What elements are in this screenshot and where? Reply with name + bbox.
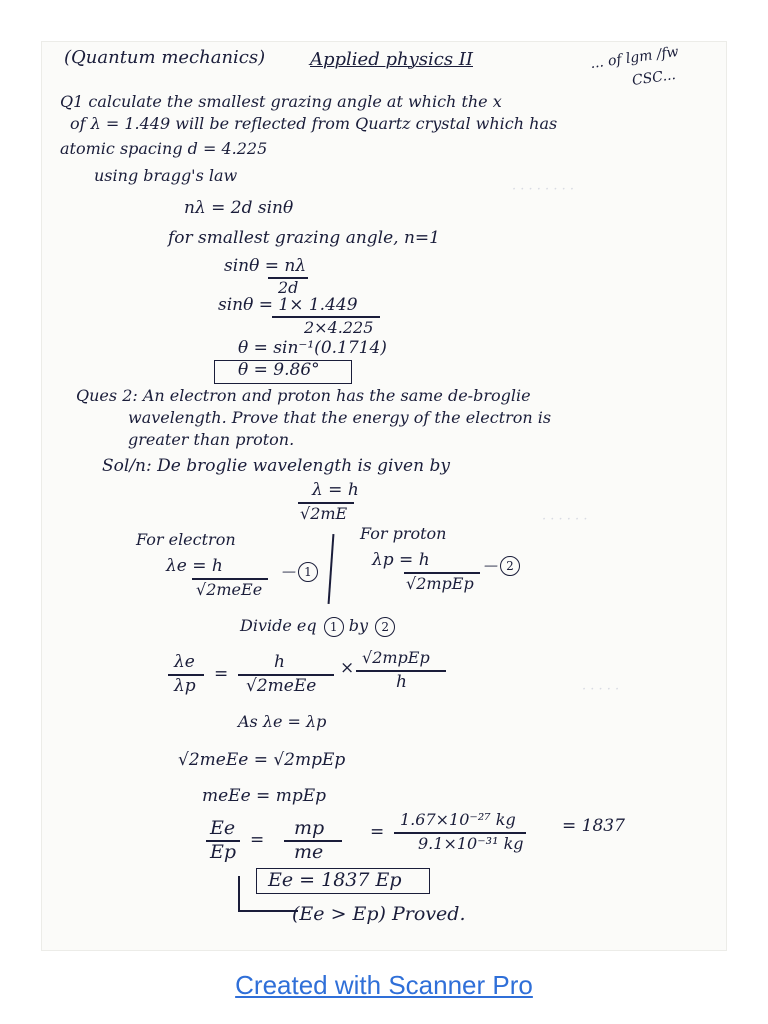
q2-electron-num: λe = h <box>166 556 223 576</box>
q2-equals-2: = <box>370 822 385 842</box>
q2-solution-intro: Sol/n: De broglie wavelength is given by <box>102 456 450 476</box>
q2-ratio-times: × <box>340 658 355 678</box>
q2-electron-mass: 9.1×10⁻³¹ kg <box>418 834 524 853</box>
q2-ratio-equals: = <box>214 664 229 684</box>
show-through-texture: · · · · · · · · <box>512 182 574 197</box>
q2-divide-tag-1: 1 <box>324 617 344 637</box>
q2-ratio2-den: h <box>396 672 407 692</box>
q2-line-3: greater than proton. <box>128 430 295 449</box>
q1-bragg-equation: nλ = 2d sinθ <box>184 198 294 218</box>
q1-sin-denominator: 2d <box>278 278 299 297</box>
q2-energy-den: Ep <box>210 841 237 863</box>
q1-answer: θ = 9.86° <box>238 360 320 380</box>
q2-result: Ee = 1837 Ep <box>268 869 402 891</box>
split-divider <box>328 534 335 604</box>
header-subject: Applied physics II <box>310 49 473 70</box>
q2-mass-result: = 1837 <box>562 816 625 836</box>
q1-line-1: Q1 calculate the smallest grazing angle at which the x <box>60 92 502 111</box>
q1-line-4: using bragg's law <box>94 166 238 185</box>
q1-smallest-angle-note: for smallest grazing angle, n=1 <box>168 228 440 248</box>
scanned-page <box>42 42 726 950</box>
q1-sub-denominator: 2×4.225 <box>304 318 374 337</box>
q2-root-equality: √2meEe = √2mpEp <box>178 750 346 770</box>
q2-proton-label: For proton <box>360 524 447 543</box>
q2-proton-den: √2mpEp <box>406 574 474 593</box>
q2-electron-label: For electron <box>136 530 236 549</box>
q2-electron-den: √2meEe <box>196 580 263 599</box>
bracket-line <box>238 876 240 910</box>
q1-line-2: of λ = 1.449 will be reflected from Quartz crystal which has <box>70 114 558 133</box>
q2-line-1: Ques 2: An electron and proton has the same de-broglie <box>76 386 531 405</box>
scanner-pro-link[interactable]: Created with Scanner Pro <box>235 970 533 1000</box>
q2-energy-num: Ee <box>210 817 236 839</box>
q2-divide-text: Divide eq <box>240 616 317 635</box>
q1-sub-numerator: sinθ = 1× 1.449 <box>218 295 358 315</box>
q2-as-equal: As λe = λp <box>238 712 327 731</box>
q2-equals-1: = <box>250 830 265 850</box>
q2-debroglie-den: √2mE <box>300 504 348 523</box>
q1-inverse-sine: θ = sin⁻¹(0.1714) <box>238 338 387 358</box>
show-through-texture: · · · · · <box>582 682 620 697</box>
q2-proton-num: λp = h <box>372 550 430 570</box>
q2-proved: (Ee > Ep) Proved. <box>292 903 466 925</box>
q2-ratio-root: √2meEe <box>246 676 317 696</box>
show-through-texture: · · · · · · <box>542 512 588 527</box>
q2-debroglie-num: λ = h <box>312 480 359 500</box>
q1-sin-numerator: sinθ = nλ <box>224 256 307 276</box>
q2-ratio2-num: √2mpEp <box>362 648 430 667</box>
header-author-sub: CSC... <box>631 67 677 89</box>
q2-proton-mass: 1.67×10⁻²⁷ kg <box>400 810 516 829</box>
header-author: ... of lgm /fw <box>589 43 680 73</box>
q2-line-2: wavelength. Prove that the energy of the electron is <box>128 408 552 427</box>
q2-ratio-den: λp <box>174 676 196 696</box>
q2-ratio-h: h <box>274 652 285 672</box>
q2-mass-ratio-num: mp <box>294 817 325 839</box>
q2-divide-tag-2: 2 <box>375 617 395 637</box>
q2-mass-ratio-den: me <box>294 841 324 863</box>
q2-divide-by: by <box>348 616 369 635</box>
q2-divide-line <box>240 616 395 637</box>
bracket-line <box>238 910 298 912</box>
header-topic: (Quantum mechanics) <box>64 47 266 68</box>
q2-product-equality: meEe = mpEp <box>202 786 326 806</box>
q2-eq-tag-1: — 1 <box>282 562 318 582</box>
q2-ratio-num: λe <box>174 652 195 672</box>
q1-line-3: atomic spacing d = 4.225 <box>60 139 268 158</box>
q2-eq-tag-2: — 2 <box>484 556 520 576</box>
